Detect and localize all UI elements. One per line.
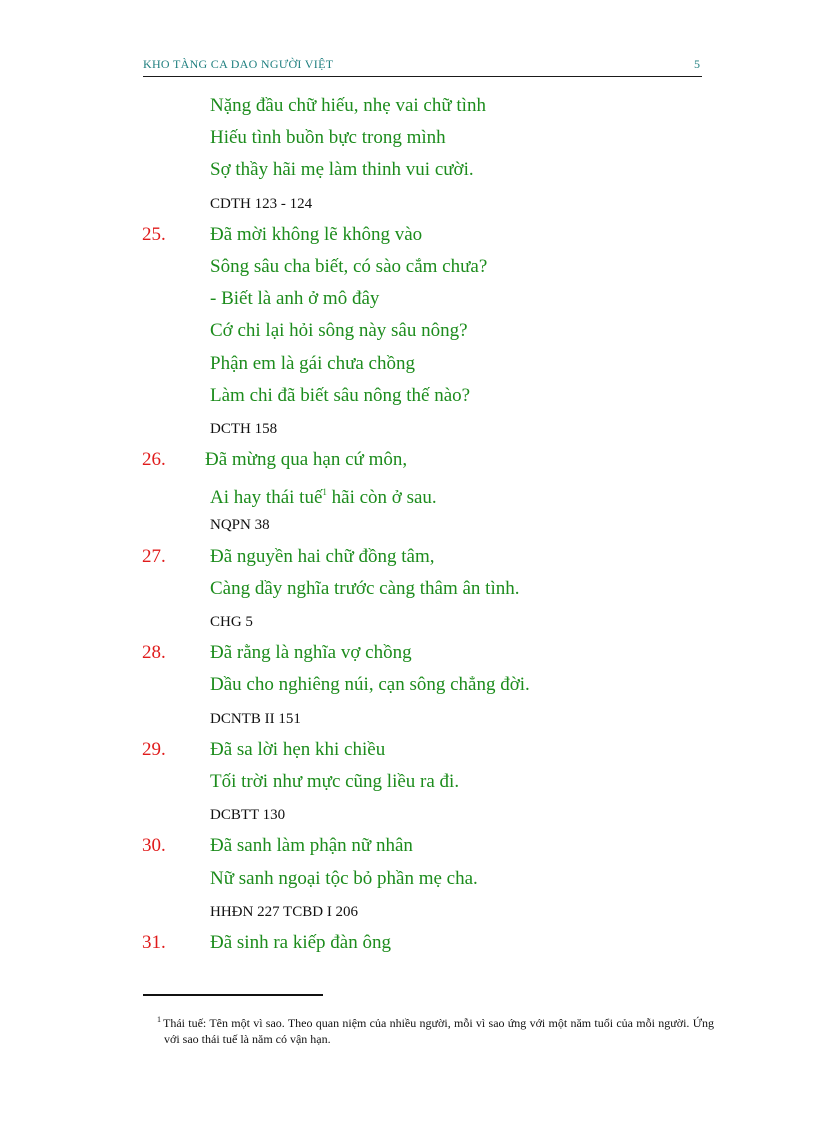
- source-citation: DCNTB II 151: [210, 710, 301, 727]
- verse-line: [0, 575, 816, 607]
- entry-number: 28.: [142, 642, 166, 664]
- footnote-text: Thái tuế: Tên một vì sao. Theo quan niệm của nhiều người, mỗi vì sao ứng với một năm tuổi của mỗi người. Ứng với sao thái tuế là năm có vận hạn.: [163, 1016, 714, 1046]
- source-citation: DCTH 158: [210, 420, 278, 437]
- verse-line: [0, 350, 816, 382]
- source-line: [0, 800, 816, 832]
- footnote-marker[interactable]: 1: [322, 487, 327, 498]
- source-citation: CDTH 123 - 124: [210, 195, 313, 212]
- verse-text: - Biết là anh ở mô đây: [210, 288, 380, 310]
- verse-text: Phận em là gái chưa chồng: [210, 352, 415, 374]
- verse-line: [0, 253, 816, 285]
- verse-text: Cớ chi lại hỏi sông này sâu nông?: [210, 320, 468, 342]
- footnote-number: 1: [157, 1015, 161, 1024]
- verse-text: Hiếu tình buồn bực trong mình: [210, 127, 446, 149]
- verse-fragment: hãi còn ở sau.: [326, 487, 437, 509]
- verse-text: Đã mời không lẽ không vào: [210, 223, 423, 245]
- verse-text: Đã mừng qua hạn cứ môn,: [205, 449, 408, 471]
- verse-text: Đã nguyền hai chữ đồng tâm,: [210, 545, 435, 567]
- verse-text: Làm chi đã biết sâu nông thế nào?: [210, 384, 471, 406]
- verse-text: Đã sa lời hẹn khi chiều: [210, 738, 386, 760]
- source-citation: CHG 5: [210, 614, 253, 630]
- source-citation: HHĐN 227 TCBD I 206: [210, 903, 359, 920]
- verse-line: [0, 865, 816, 897]
- verse-line: [0, 768, 816, 800]
- verse-text: Nữ sanh ngoại tộc bỏ phần mẹ cha.: [210, 867, 478, 889]
- verse-text: Sợ thầy hãi mẹ làm thinh vui cười.: [210, 159, 474, 181]
- verse-text: Càng dầy nghĩa trước càng thâm ân tình.: [210, 577, 520, 599]
- verse-line: [0, 285, 816, 317]
- verse-fragment: Ai hay thái tuế: [210, 487, 323, 509]
- entry-number: 29.: [142, 738, 166, 760]
- source-line: [0, 704, 816, 736]
- source-citation: NQPN 38: [210, 517, 270, 534]
- verse-line: [0, 382, 816, 414]
- verse-line: [0, 156, 816, 188]
- verse-text: [210, 478, 437, 512]
- verse-line: [0, 317, 816, 349]
- verse-line: [0, 543, 816, 575]
- running-title: KHO TÀNG CA DAO NGƯỜI VIỆT: [143, 57, 334, 71]
- entry-number: 30.: [142, 835, 166, 857]
- verse-line: [0, 478, 816, 510]
- verse-list: [0, 92, 816, 961]
- source-line: [0, 607, 816, 639]
- entry-number: 31.: [142, 931, 166, 953]
- verse-line: [0, 124, 816, 156]
- verse-line: [0, 736, 816, 768]
- verse-line: [0, 446, 816, 478]
- verse-line: [0, 832, 816, 864]
- verse-text: Đã sanh làm phận nữ nhân: [210, 835, 413, 857]
- footnote-separator: [143, 994, 323, 996]
- page-header: [143, 54, 702, 77]
- verse-line: [0, 221, 816, 253]
- verse-text: Nặng đầu chữ hiếu, nhẹ vai chữ tình: [210, 95, 486, 116]
- entry-number: 27.: [142, 545, 166, 567]
- entry-number: 25.: [142, 223, 166, 245]
- verse-text: Tối trời như mực cũng liều ra đi.: [210, 770, 460, 792]
- entry-number: 26.: [142, 449, 166, 471]
- verse-line: [0, 92, 816, 124]
- source-line: [0, 897, 816, 929]
- source-citation: DCBTT 130: [210, 807, 286, 824]
- verse-text: Đã sinh ra kiếp đàn ông: [210, 931, 391, 953]
- footnote: [157, 1012, 714, 1047]
- verse-text: Sông sâu cha biết, có sào cắm chưa?: [210, 255, 488, 277]
- source-line: [0, 510, 816, 542]
- verse-text: Dầu cho nghiêng núi, cạn sông chẳng đời.: [210, 674, 530, 696]
- source-line: [0, 414, 816, 446]
- verse-text: Đã rằng là nghĩa vợ chồng: [210, 642, 412, 664]
- page-number: 5: [694, 57, 700, 71]
- verse-line: [0, 929, 816, 961]
- verse-line: [0, 639, 816, 671]
- source-line: [0, 189, 816, 221]
- verse-line: [0, 671, 816, 703]
